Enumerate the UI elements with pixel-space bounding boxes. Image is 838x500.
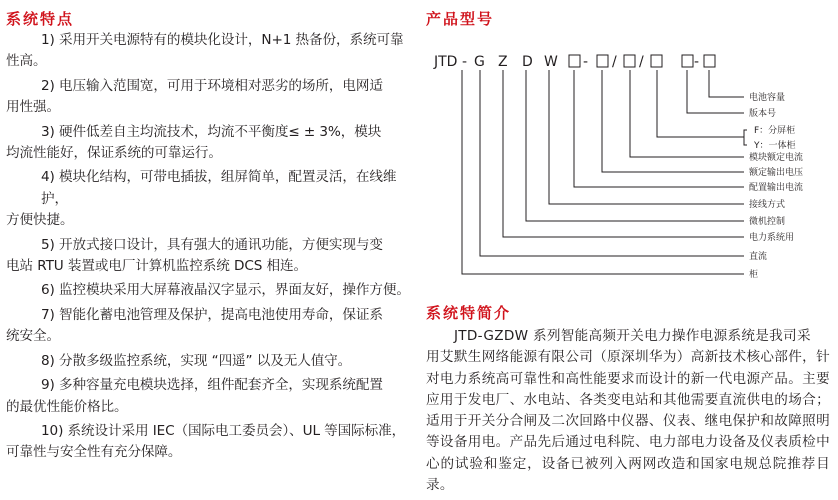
code-slash-2: / (639, 54, 644, 70)
feature-item-continuation: 统安全。 (6, 328, 60, 345)
feature-item-first-line: 4) 模块化结构，可带电插拔，组屏简单，配置灵活，在线维护， (41, 169, 397, 207)
label-module-rated-current: 模块额定电流 (749, 153, 804, 163)
feature-item (6, 122, 414, 165)
code-dash-2: - (583, 54, 589, 70)
code-dash-3: - (694, 54, 700, 70)
feature-item-first-line: 8) 分散多级监控系统，实现 “四遥” 以及无人值守。 (41, 352, 352, 369)
code-box-2 (597, 55, 608, 67)
label-micro-control: 微机控制 (749, 217, 786, 227)
code-prefix: JTD (434, 54, 458, 70)
feature-item-first-line: 1) 采用开关电源特有的模块化设计，N+1 热备份，系统可靠 (41, 32, 404, 48)
code-box-1 (569, 55, 580, 67)
feature-item-first-line: 2) 电压输入范围宽，可用于环境相对恶劣的场所，电网适 (41, 77, 383, 94)
feature-item-first-line: 3) 硬件低差自主均流技术，均流不平衡度≤ ± 3%，模块 (41, 123, 382, 140)
label-cabinet: 柜 (749, 270, 759, 280)
feature-item-continuation: 用性强。 (6, 99, 60, 116)
code-letter-z: Z (498, 54, 508, 70)
feature-item (6, 421, 414, 464)
feature-item-first-line: 5) 开放式接口设计，具有强大的通讯功能，方便实现与变 (41, 236, 383, 253)
label-integrated-cabinet: Y：一体柜 (754, 141, 796, 151)
intro-paragraph (426, 326, 830, 496)
code-letter-g: G (474, 54, 485, 70)
code-box-3 (624, 55, 635, 67)
model-code-diagram (426, 36, 838, 298)
leader-lines (462, 70, 747, 274)
feature-item (6, 351, 414, 372)
code-letter-d: D (522, 54, 533, 70)
code-slash-1: / (612, 54, 617, 70)
feature-item (6, 235, 414, 278)
feature-item (6, 305, 414, 348)
feature-item-first-line: 10) 系统设计采用 IEC（国际电工委员会）、UL 等国际标准， (41, 422, 406, 439)
label-dc: 直流 (749, 252, 768, 262)
model-heading: 产品型号 (426, 10, 495, 28)
feature-item-first-line: 9) 多种容量充电模块选择，组件配套齐全，实现系统配置 (41, 377, 383, 394)
feature-item-first-line: 6) 监控模块采用大屏幕液晶汉字显示，界面友好，操作方便。 (41, 282, 410, 299)
feature-item-continuation: 均流性能好，保证系统的可靠运行。 (6, 145, 222, 162)
intro-lead: JTD-GZDW 系列智能高频开关电力操作电源系统是我司采 (454, 328, 811, 344)
label-split-cabinet: F：分屏柜 (754, 126, 796, 136)
label-output-current: 配置输出电流 (749, 183, 804, 193)
label-wiring-method: 接线方式 (749, 200, 786, 210)
code-box-4 (651, 55, 662, 67)
label-power-system: 电力系统用 (749, 233, 795, 243)
feature-item-continuation: 可靠性与安全性有充分保障。 (6, 444, 182, 461)
features-heading: 系统特点 (6, 10, 75, 28)
intro-heading: 系统特简介 (426, 304, 512, 322)
feature-item-continuation: 电站 RTU 装置或电厂计算机监控系统 DCS 相连。 (6, 258, 307, 275)
code-dash-1: - (462, 54, 468, 70)
label-rated-output-voltage: 额定输出电压 (749, 168, 804, 178)
feature-item-first-line: 7) 智能化蓄电池管理及保护，提高电池使用寿命，保证系 (41, 306, 383, 323)
code-box-6 (704, 55, 715, 67)
feature-item (6, 375, 414, 418)
code-letter-w: W (544, 54, 558, 70)
feature-item (6, 280, 414, 301)
feature-item-continuation: 性高。 (6, 53, 47, 70)
label-version: 版本号 (749, 109, 777, 119)
feature-item (6, 167, 414, 231)
feature-item-continuation: 方便快捷。 (6, 212, 74, 229)
feature-item-continuation: 的最优性能价格比。 (6, 398, 128, 415)
feature-item (6, 76, 414, 119)
feature-item (6, 30, 414, 73)
intro-body: 用艾默生网络能源有限公司（原深圳华为）高新技术核心部件，针对电力系统高可靠性和高性能要求而设计的新一代电源产品。主要应用于发电厂、水电站、各类变电站和其他需要直流供电的场合；适用于开关分合闸及二次回路中仪器、仪表、继电保护和故障照明等设备用电。产品先后通过电科院、电力部电力设备及仪表质检中心的试验和鉴定，设备已被列入两网改造和国家电规总院推荐目录。 (426, 349, 830, 494)
code-box-5 (682, 55, 693, 67)
features-list (6, 30, 414, 467)
label-battery-capacity: 电池容量 (749, 93, 786, 103)
